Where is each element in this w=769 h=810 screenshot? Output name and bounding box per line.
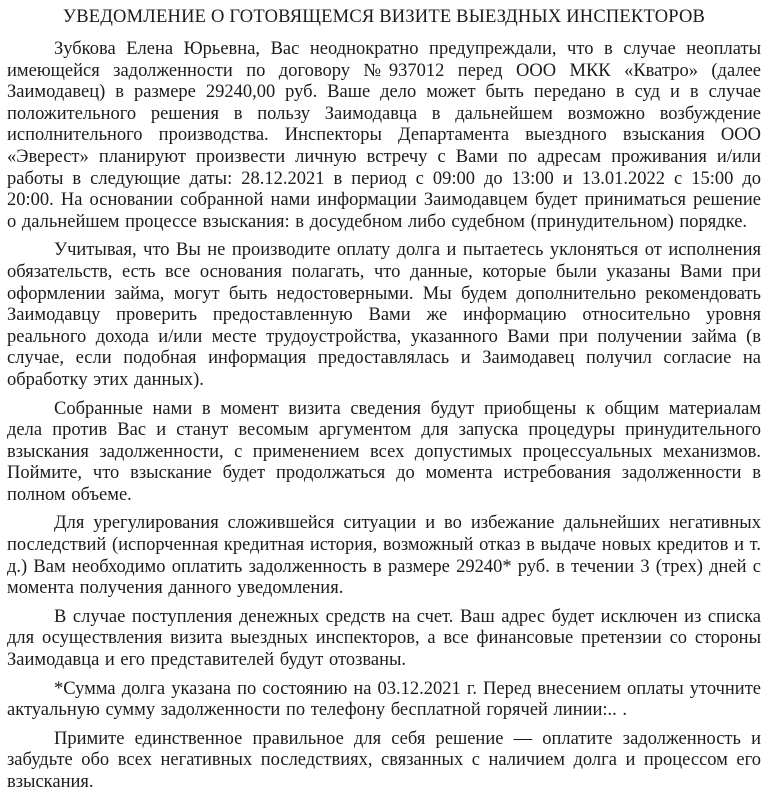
- paragraph-payment-demand: Для урегулирования сложившейся ситуации и во избежание дальнейших негативных последствий (испорченная кредитная история, возможный отказ в выдаче новых кредитов и т. д.) Вам необходимо оплатить задолженность в размере 29240* руб. в течении 3 (трех) дней с момента получения данного уведомления.: [7, 513, 761, 599]
- paragraph-payment-consequences: В случае поступления денежных средств на счет. Ваш адрес будет исключен из списка для осуществления визита выездных инспекторов, а все финансовые претензии со стороны Заимодавца и его представителей будут отозваны.: [7, 606, 761, 671]
- paragraph-intro-debt: Зубкова Елена Юрьевна, Вас неоднократно предупреждали, что в случае неоплаты имеющейся задолженности по договору №937012 перед ООО МКК «Кватро» (далее Заимодавец) в размере 29240,00 руб. Ваше дело может быть передано в суд и в случае положительного решения в пользу Заимодавца в дальнейшем возможно возбуждение исполнительного производства. Инспекторы Департамента выездного взыскания ООО «Эверест» планируют произвести личную встречу с Вами по адресам проживания и/или работы в следующие даты: 28.12.2021 в период с 09:00 до 13:00 и 13.01.2022 с 15:00 до 20:00. На основании собранной нами информации Заимодавцем будет приниматься решение о дальнейшем процессе взыскания: в досудебном либо судебном (принудительном) порядке.: [7, 39, 761, 232]
- paragraph-final-appeal: Примите единственное правильное для себя решение — оплатите задолженность и забудьте обо всех негативных последствиях, связанных с наличием долга и процессом его взыскания.: [7, 728, 761, 792]
- paragraph-debt-amount-note: *Сумма долга указана по состоянию на 03.12.2021 г. Перед внесением оплаты уточните актуальную сумму задолженности по телефону бесплатной горячей линии:.. .: [7, 678, 761, 721]
- paragraph-visit-evidence: Собранные нами в момент визита сведения будут приобщены к общим материалам дела против Вас и станут весомым аргументом для запуска процедуры принудительного взыскания задолженности, с применением всех допустимых процессуальных механизмов. Поймите, что взыскание будет продолжаться до момента истребования задолженности в полном объеме.: [7, 398, 761, 505]
- paragraph-data-verification: Учитывая, что Вы не производите оплату долга и пытаетесь уклоняться от исполнения обязательств, есть все основания полагать, что данные, которые были указаны Вами при оформлении займа, могут быть недостоверными. Мы будем дополнительно рекомендовать Заимодавцу проверить предоставленную Вами же информацию относительно уровня реального дохода и/или месте трудоустройства, указанного Вами при получении займа (в случае, если подобная информация предоставлялась и Заимодавец получил согласие на обработку этих данных).: [7, 240, 761, 390]
- document-title: УВЕДОМЛЕНИЕ О ГОТОВЯЩЕМСЯ ВИЗИТЕ ВЫЕЗДНЫХ ИНСПЕКТОРОВ: [62, 7, 706, 27]
